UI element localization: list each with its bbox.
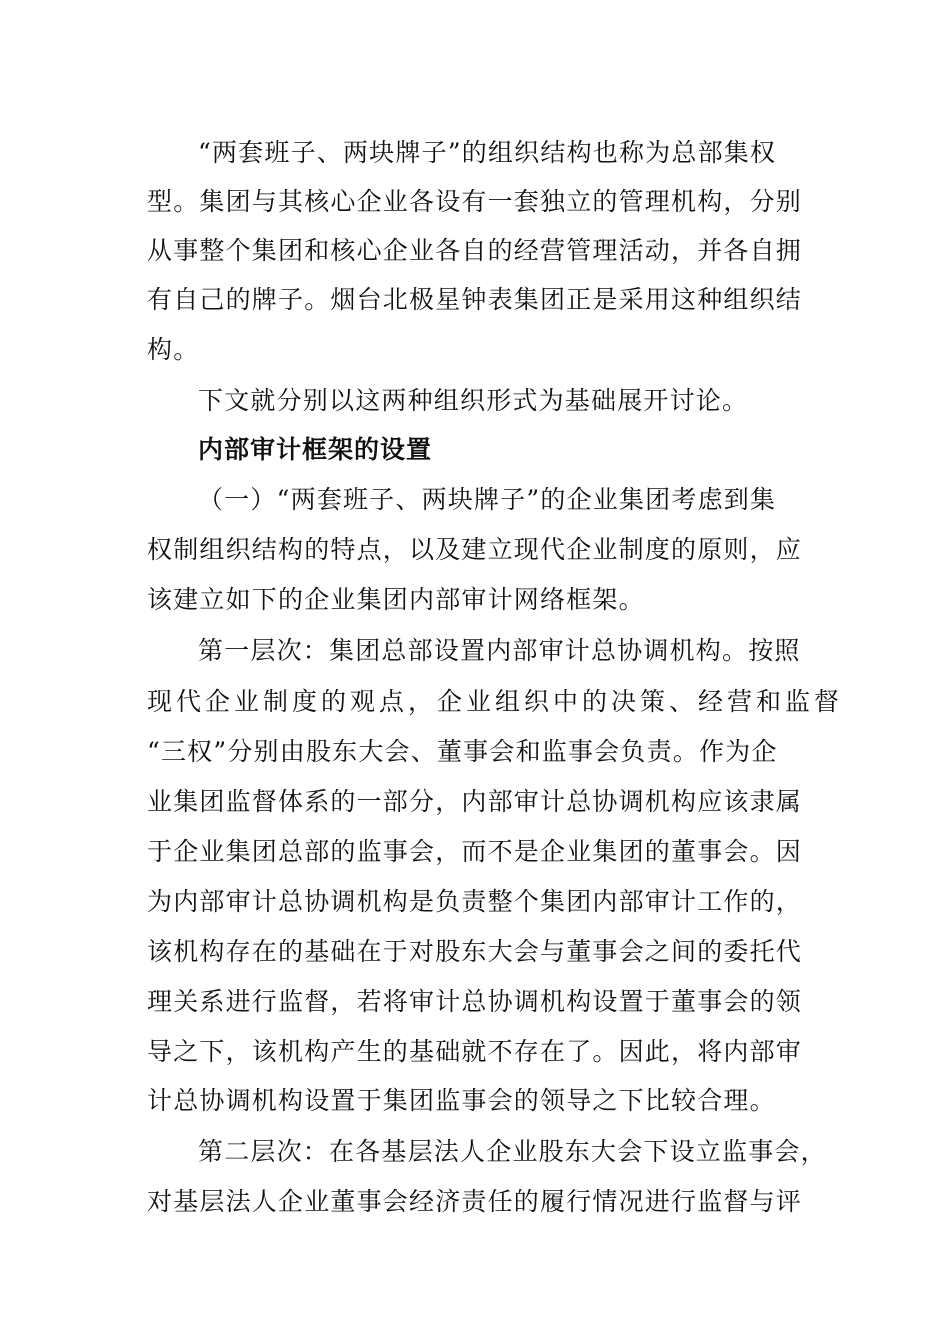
text-line: 于企业集团总部的监事会，而不是企业集团的董事会。因: [147, 837, 803, 866]
text-line: 现代企业制度的观点，企业组织中的决策、经营和监督: [147, 687, 844, 716]
paragraph-line: [0, 330, 950, 370]
section-heading: [0, 430, 950, 470]
paragraph-line: [0, 182, 950, 222]
paragraph-line: [0, 280, 950, 320]
text-line: 为内部审计总协调机构是负责整个集团内部审计工作的，: [147, 887, 803, 916]
paragraph-line: [0, 1182, 950, 1222]
paragraph-line: [0, 580, 950, 620]
text-line: “两套班子、两块牌子”的组织结构也称为总部集权: [198, 138, 777, 167]
paragraph-line: [0, 133, 950, 173]
paragraph-line: [0, 832, 950, 872]
text-line: 理关系进行监督，若将审计总协调机构设置于董事会的领: [147, 987, 803, 1016]
paragraph-line: [0, 1081, 950, 1121]
text-line: 计总协调机构设置于集团监事会的领导之下比较合理。: [147, 1086, 776, 1115]
paragraph-line: [0, 1132, 950, 1172]
paragraph-line: [0, 882, 950, 922]
paragraph-line: [0, 631, 950, 671]
text-line: 构。: [147, 335, 200, 364]
text-line: 该建立如下的企业集团内部审计网络框架。: [147, 585, 645, 614]
text-line: 业集团监督体系的一部分，内部审计总协调机构应该隶属: [147, 787, 803, 816]
text-line: 第二层次：在各基层法人企业股东大会下设立监事会，: [198, 1137, 827, 1166]
paragraph-line: [0, 1032, 950, 1072]
text-line: “三权”分别由股东大会、董事会和监事会负责。作为企: [147, 737, 778, 766]
paragraph-line: [0, 530, 950, 570]
text-line: 该机构存在的基础在于对股东大会与董事会之间的委托代: [147, 937, 803, 966]
paragraph-line: [0, 682, 950, 722]
text-line: 权制组织结构的特点，以及建立现代企业制度的原则，应: [147, 535, 803, 564]
text-line: 下文就分别以这两种组织形式为基础展开讨论。: [198, 386, 749, 415]
paragraph-line: [0, 231, 950, 271]
heading-text: 内部审计框架的设置: [198, 435, 433, 464]
paragraph-line: [0, 480, 950, 520]
paragraph-line: [0, 982, 950, 1022]
text-line: 对基层法人企业董事会经济责任的履行情况进行监督与评: [147, 1187, 803, 1216]
text-line: （一）“两套班子、两块牌子”的企业集团考虑到集: [198, 485, 777, 514]
paragraph-line: [0, 932, 950, 972]
text-line: 导之下，该机构产生的基础就不存在了。因此，将内部审: [147, 1037, 803, 1066]
text-line: 有自己的牌子。烟台北极星钟表集团正是采用这种组织结: [147, 285, 803, 314]
paragraph-line: [0, 732, 950, 772]
text-line: 第一层次：集团总部设置内部审计总协调机构。按照: [198, 636, 801, 665]
text-line: 从事整个集团和核心企业各自的经营管理活动，并各自拥: [147, 236, 803, 265]
paragraph-line: [0, 782, 950, 822]
paragraph-line: [0, 381, 950, 421]
text-line: 型。集团与其核心企业各设有一套独立的管理机构，分别: [147, 187, 803, 216]
